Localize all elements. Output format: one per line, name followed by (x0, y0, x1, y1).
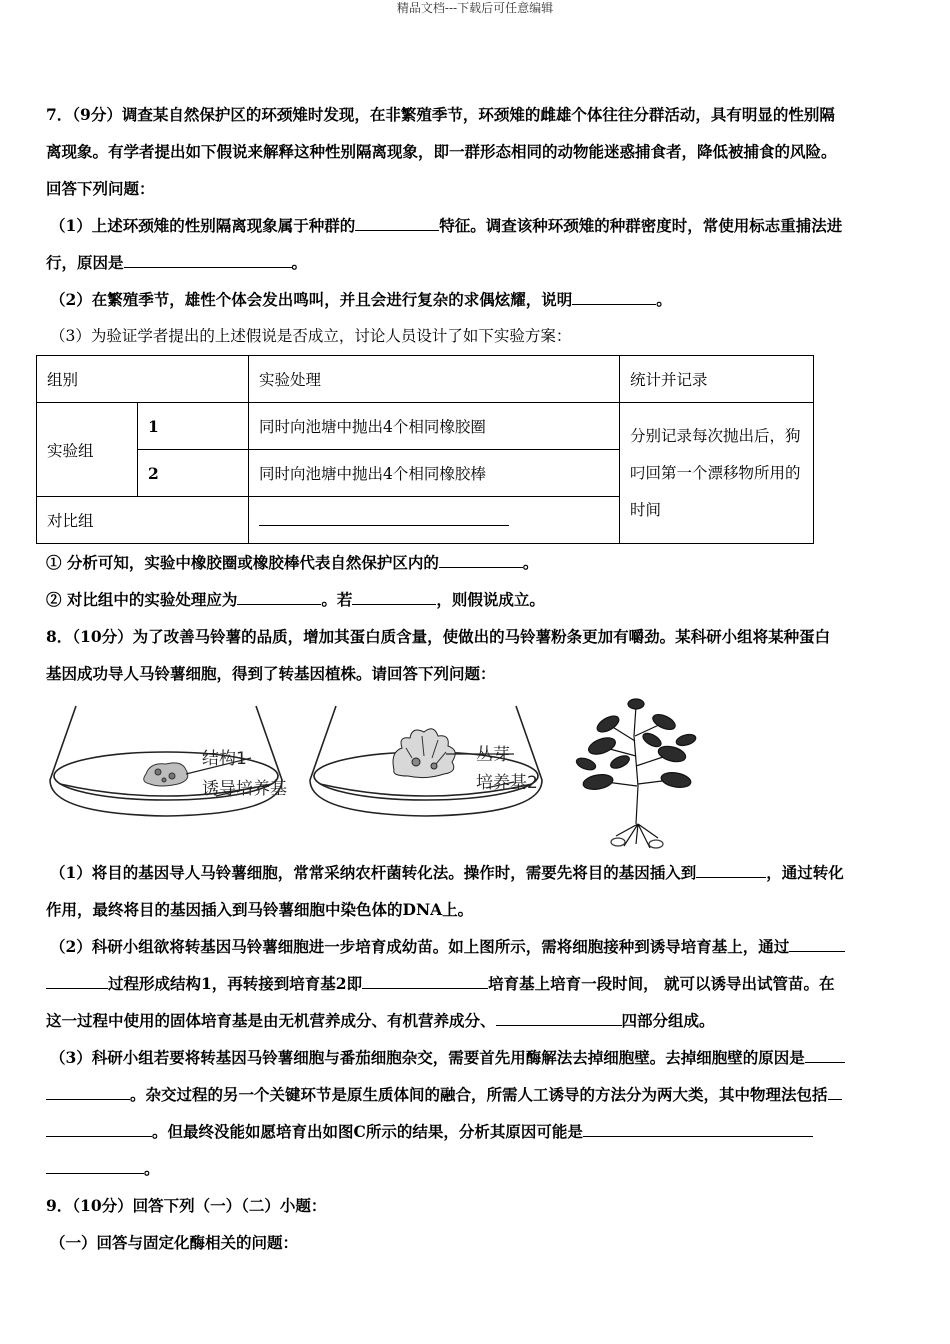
answer-blank[interactable] (828, 1085, 842, 1100)
q7-analysis2-text-c: ，则假说成立。 (436, 590, 545, 609)
answer-blank[interactable] (805, 1048, 845, 1063)
q7-part1-text-b: 特征。调查该种环颈雉的种群密度时，常使用标志重捕法进 (439, 216, 843, 235)
table-cell-control-treatment (249, 497, 620, 544)
table-header-treatment: 实验处理 (249, 356, 620, 403)
label-structure-1: 结构1 (202, 749, 247, 769)
shoot-cluster (393, 729, 455, 778)
q8-part2-text-e: 四部分组成。 (621, 1011, 715, 1030)
q7-part2-text-b: 。 (656, 290, 672, 309)
answer-blank[interactable] (46, 974, 108, 989)
q8-part2-text-c: 培育基上培育一段时间， 就可以诱导出试管苗。在 (488, 974, 835, 993)
q8-part2-text-b: 过程形成结构1，再转接到培育基2即 (108, 974, 363, 993)
table-cell-row1-treatment: 同时向池塘中抛出4个相同橡胶圈 (249, 403, 620, 450)
q7-analysis2-text-b: 。若 (321, 590, 353, 609)
q7-part1-line2 (46, 244, 906, 281)
q7-intro-line3: 回答下列问题： (46, 179, 155, 198)
experiment-table (36, 355, 814, 544)
label-induction-medium: 诱导培养基 (202, 779, 287, 799)
q7-part1-text-d: 。 (291, 253, 308, 272)
answer-blank[interactable] (259, 511, 509, 526)
q7-analysis1-text-a: ① 分析可知，实验中橡胶圈或橡胶棒代表自然保护区内的 (46, 553, 439, 572)
answer-blank[interactable] (46, 1159, 144, 1174)
q8-part2-text-d: 这一过程中使用的固体培育基是由无机营养成分、有机营养成分、 (46, 1011, 496, 1030)
answer-blank[interactable] (124, 253, 292, 268)
q8-part3-line4 (46, 1150, 906, 1187)
q7-part2-text-a: （2）在繁殖季节，雄性个体会发出鸣叫，并且会进行复杂的求偶炫耀，说明 (50, 290, 573, 309)
q7-analysis2-text-a: ② 对比组中的实验处理应为 (46, 590, 238, 609)
q8-part3-text-d: 。 (144, 1159, 160, 1178)
q9-intro-line: 9．（10分）回答下列（一）（二）小题： (46, 1196, 327, 1215)
q8-intro-line1: 8．（10分）为了改善马铃薯的品质，增加其蛋白质含量，使做出的马铃薯粉条更加有嚼劲。某科研小组将某种蛋白 (46, 627, 831, 646)
table-cell-row2-treatment: 同时向池塘中抛出4个相同橡胶棒 (249, 450, 620, 497)
q7-analysis2-line (46, 581, 906, 618)
answer-blank[interactable] (46, 1122, 152, 1137)
answer-blank[interactable] (46, 1085, 130, 1100)
answer-blank[interactable] (696, 863, 766, 878)
q8-part3-line1 (46, 1039, 906, 1076)
q7-part1-text-a: （1）上述环颈雉的性别隔离现象属于种群的 (50, 216, 356, 235)
answer-blank[interactable] (583, 1122, 813, 1137)
label-medium-2: 培养基2 (476, 773, 538, 793)
q7-part3-line: （3）为验证学者提出的上述假说是否成立，讨论人员设计了如下实验方案： (50, 327, 572, 345)
q8-part1-line1 (46, 854, 906, 891)
q8-part3-text-a: （3）科研小组若要将转基因马铃薯细胞与番茄细胞杂交，需要首先用酶解法去掉细胞壁。去掉细胞壁的原因是 (50, 1048, 805, 1067)
q8-part3-line3 (46, 1113, 906, 1150)
q7-intro-line1: 7．（9分）调查某自然保护区的环颈雉时发现，在非繁殖季节，环颈雉的雌雄个体往往分群活动，具有明显的性别隔 (46, 105, 835, 124)
q8-intro-line2: 基因成功导人马铃薯细胞，得到了转基因植株。请回答下列问题： (46, 664, 496, 683)
q7-part1-text-c: 行，原因是 (46, 253, 124, 272)
answer-blank[interactable] (572, 290, 656, 305)
answer-blank[interactable] (352, 590, 436, 605)
table-header-group: 组别 (37, 356, 249, 403)
q8-part1-line2: 作用，最终将目的基因插入到马铃薯细胞中染色体的DNA上。 (46, 900, 474, 919)
q7-part1-line1 (46, 207, 906, 244)
table-cell-exp-group: 实验组 (37, 403, 138, 497)
q8-part3-text-b: 。杂交过程的另一个关键环节是原生质体间的融合，所需人工诱导的方法分为两大类，其中物理法包括 (130, 1085, 828, 1104)
q8-part1-text-a: （1）将目的基因导人马铃薯细胞，常常采纳农杆菌转化法。操作时，需要先将目的基因插入到 (50, 863, 697, 882)
answer-blank[interactable] (439, 553, 523, 568)
q8-part1-text-b: ，通过转化 (766, 863, 844, 882)
q8-part3-text-c: 。但最终没能如愿培育出如图C所示的结果，分析其原因可能是 (152, 1122, 583, 1141)
answer-blank[interactable] (355, 216, 439, 231)
q8-part2-line2 (46, 965, 906, 1002)
potato-plantlet (575, 699, 697, 848)
table-cell-row1-no: 1 (138, 403, 249, 450)
table-cell-row2-no: 2 (138, 450, 249, 497)
document-body (46, 96, 906, 1261)
tissue-culture-figure (46, 696, 906, 852)
table-header-record: 统计并记录 (620, 356, 814, 403)
table-cell-control-group: 对比组 (37, 497, 249, 544)
q7-intro-line2: 离现象。有学者提出如下假说来解释这种性别隔离现象，即一群形态相同的动物能迷惑捕食者，降低被捕食的风险。 (46, 142, 837, 161)
callus-structure-1 (144, 763, 188, 786)
q8-part2-line1 (46, 928, 906, 965)
table-cell-record: 分别记录每次抛出后，狗叼回第一个漂移物所用的时间 (620, 403, 814, 544)
answer-blank[interactable] (237, 590, 321, 605)
q7-analysis1-text-b: 。 (522, 553, 539, 572)
petri-dish-1 (50, 706, 282, 816)
q8-part2-line3 (46, 1002, 906, 1039)
page-header: 精品文档---下载后可任意编辑 (396, 1, 554, 15)
answer-blank[interactable] (362, 974, 488, 989)
q7-part2-line (46, 281, 906, 318)
q9-sub1-line: （一）回答与固定化酶相关的问题： (50, 1233, 299, 1252)
q7-analysis1-line (46, 544, 906, 581)
answer-blank[interactable] (496, 1011, 622, 1026)
label-shoot-bud: 丛芽 (476, 745, 510, 765)
q8-part3-line2 (46, 1076, 906, 1113)
q8-part2-text-a: （2）科研小组欲将转基因马铃薯细胞进一步培育成幼苗。如上图所示，需将细胞接种到诱导培育基上，通过 (50, 937, 790, 956)
answer-blank[interactable] (789, 937, 845, 952)
